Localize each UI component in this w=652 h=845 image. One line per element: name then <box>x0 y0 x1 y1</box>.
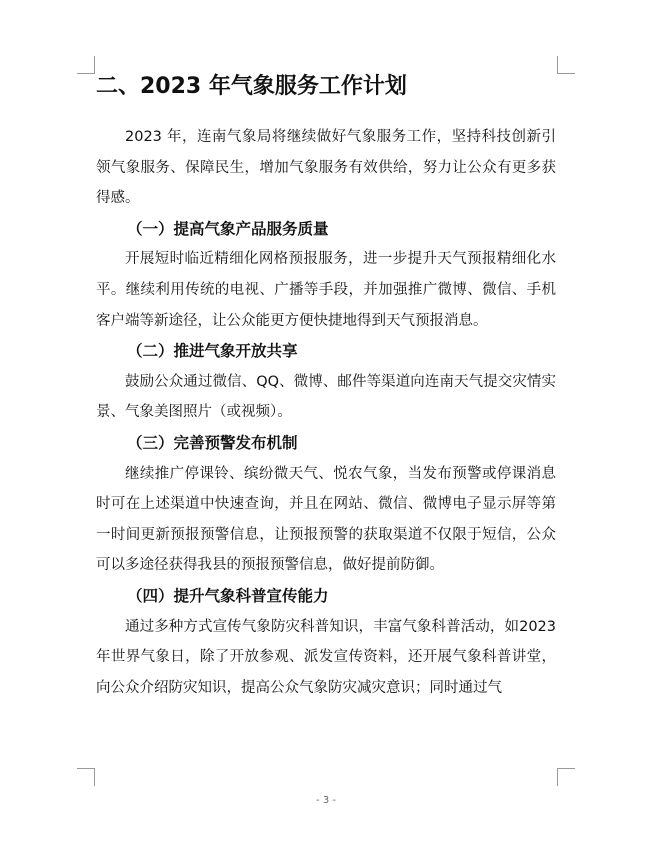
intro-paragraph: 2023 年，连南气象局将继续做好气象服务工作，坚持科技创新引领气象服务、保障民生，增加气象服务有效供给，努力让公众有更多获得感。 <box>96 129 556 207</box>
subheading-1: （一）提高气象产品服务质量 <box>127 219 329 238</box>
document-body <box>96 122 556 703</box>
paragraph-1: 开展短时临近精细化网格预报服务，进一步提升天气预报精细化水平。继续利用传统的电视、广播等手段，并加强推广微博、微信、手机客户端等新途径，让公众能更方便快捷地得到天气预报消息。 <box>96 251 556 329</box>
subheading-3: （三）完善预警发布机制 <box>127 433 298 452</box>
crop-mark-bottom-left <box>77 768 95 786</box>
section-heading: 二、2023 年气象服务工作计划 <box>96 74 407 99</box>
subheading-2: （二）推进气象开放共享 <box>127 342 298 361</box>
crop-mark-top-left <box>77 56 95 74</box>
crop-mark-bottom-right <box>557 768 575 786</box>
page-number: - 3 - <box>316 795 336 806</box>
paragraph-2: 鼓励公众通过微信、QQ、微博、邮件等渠道向连南天气提交灾情实景、气象美图照片（或视频）。 <box>96 373 556 421</box>
subheading-4: （四）提升气象科普宣传能力 <box>127 586 329 605</box>
paragraph-4: 通过多种方式宣传气象防灾科普知识，丰富气象科普活动，如2023 年世界气象日，除了开放参观、派发宣传资料，还开展气象科普讲堂，向公众介绍防灾知识，提高公众气象防灾减灾意识；同时通过气 <box>96 618 556 696</box>
paragraph-3: 继续推广停课铃、缤纷微天气、悦农气象，当发布预警或停课消息时可在上述渠道中快速查询，并且在网站、微信、微博电子显示屏等第一时间更新预报预警信息，让预报预警的获取渠道不仅限于短信，公众可以多途径获得我县的预报预警信息，做好提前防御。 <box>96 465 556 574</box>
